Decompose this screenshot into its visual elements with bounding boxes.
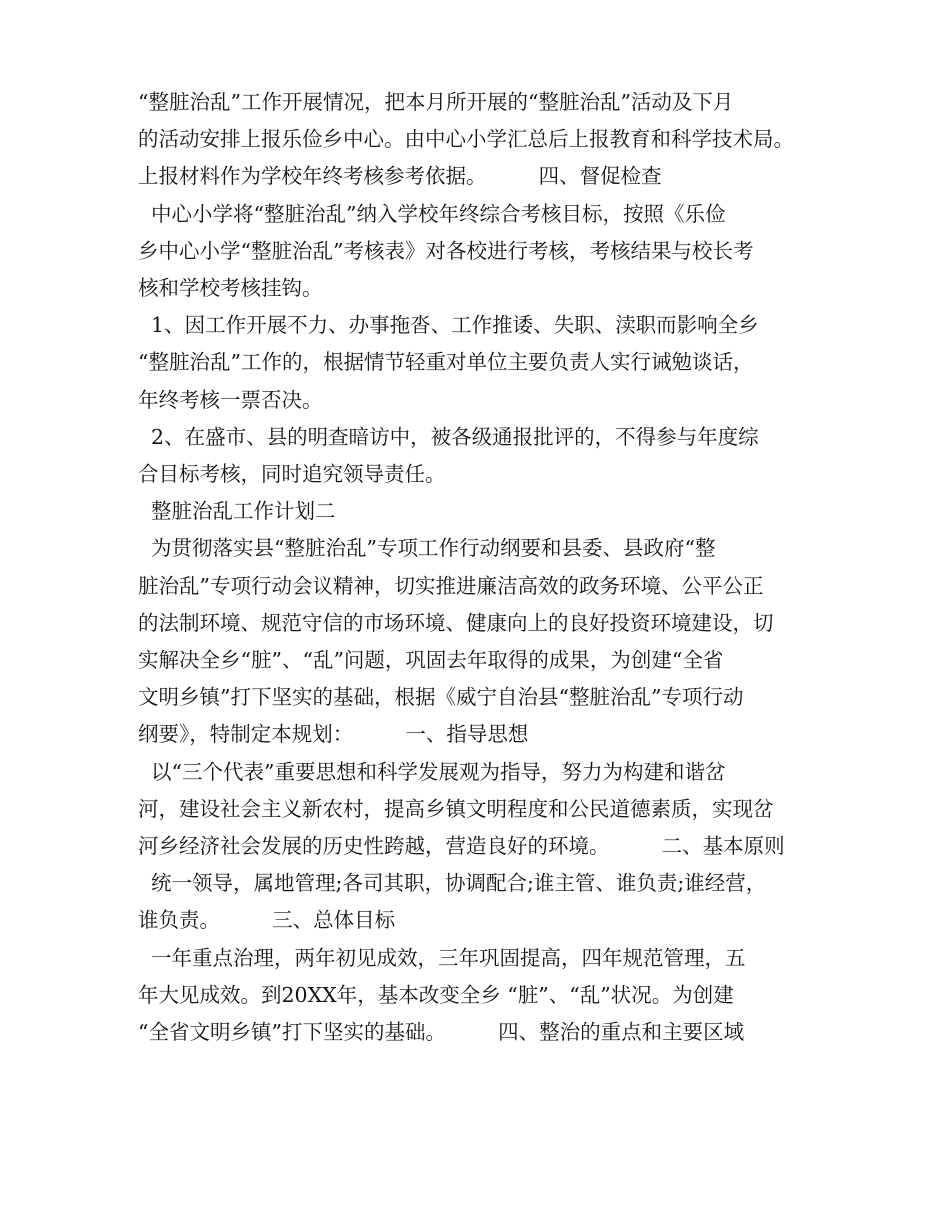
text-line: 统一领导，属地管理;各司其职，协调配合;谁主管、谁负责;谁经营， (138, 871, 767, 896)
paragraph-basic-principles (138, 865, 828, 939)
text-line: “整脏治乱”工作的，根据情节轻重对单位主要负责人实行诫勉谈话， (138, 350, 754, 375)
text-line: 河，建设社会主义新农村，提高乡镇文明程度和公民道德素质，实现岔 (138, 796, 774, 821)
text-line: 实解决全乡“脏”、“乱”问题，巩固去年取得的成果，为创建“全省 (138, 648, 724, 673)
text-line: 乡中心小学“整脏治乱”考核表》对各校进行考核，考核结果与校长考 (138, 238, 754, 263)
text-line: “全省文明乡镇”打下坚实的基础。 四、整治的重点和主要区域 (138, 1020, 745, 1045)
text-line: 上报材料作为学校年终考核参考依据。 四、督促检查 (138, 164, 662, 189)
text-line: 文明乡镇”打下坚实的基础，根据《威宁自治县“整脏治乱”专项行动 (138, 685, 744, 710)
paragraph-guiding-thought (138, 754, 828, 866)
paragraph-assessment-target (138, 196, 828, 308)
paragraph-item-2 (138, 419, 828, 493)
section-heading-plan-two (138, 493, 828, 530)
paragraph-overall-goals (138, 940, 828, 1052)
text-line: 合目标考核，同时追究领导责任。 (138, 462, 446, 487)
paragraph-item-1 (138, 307, 828, 419)
text-line: 为贯彻落实县“整脏治乱”专项工作行动纲要和县委、县政府“整 (138, 536, 716, 561)
text-line: 年大见成效。到20XX年，基本改变全乡 “脏”、“乱”状况。为创建 (138, 982, 734, 1007)
document-body (138, 84, 828, 1051)
text-line: 的法制环境、规范守信的市场环境、健康向上的良好投资环境建设，切 (138, 610, 774, 635)
text-line: 核和学校考核挂钩。 (138, 276, 323, 301)
text-line: 河乡经济社会发展的历史性跨越，营造良好的环境。 二、基本原则 (138, 834, 785, 859)
text-line: 的活动安排上报乐俭乡中心。由中心小学汇总后上报教育和科学技术局。 (138, 127, 794, 152)
paragraph-report-schedule (138, 84, 828, 196)
text-line: 2、在盛市、县的明查暗访中，被各级通报批评的，不得参与年度综 (138, 424, 759, 449)
text-line: “整脏治乱”工作开展情况，把本月所开展的“整脏治乱”活动及下月 (138, 90, 734, 114)
heading-line: 整脏治乱工作计划二 (138, 499, 336, 524)
text-line: 中心小学将“整脏治乱”纳入学校年终综合考核目标，按照《乐俭 (138, 201, 726, 226)
text-line: 脏治乱”专项行动会议精神，切实推进廉洁高效的政务环境、公平公正 (138, 573, 764, 598)
text-line: 一年重点治理，两年初见成效，三年巩固提高，四年规范管理，五 (138, 945, 746, 970)
text-line: 1、因工作开展不力、办事拖沓、工作推诿、失职、渎职而影响全乡 (138, 313, 759, 338)
text-line: 年终考核一票否决。 (138, 387, 323, 412)
text-line: 纲要》，特制定本规划： 一、指导思想 (138, 722, 529, 747)
text-line: 以“三个代表”重要思想和科学发展观为指导，努力为构建和谐岔 (138, 759, 726, 784)
paragraph-plan-intro (138, 530, 828, 753)
text-line: 谁负责。 三、总体目标 (138, 908, 396, 933)
